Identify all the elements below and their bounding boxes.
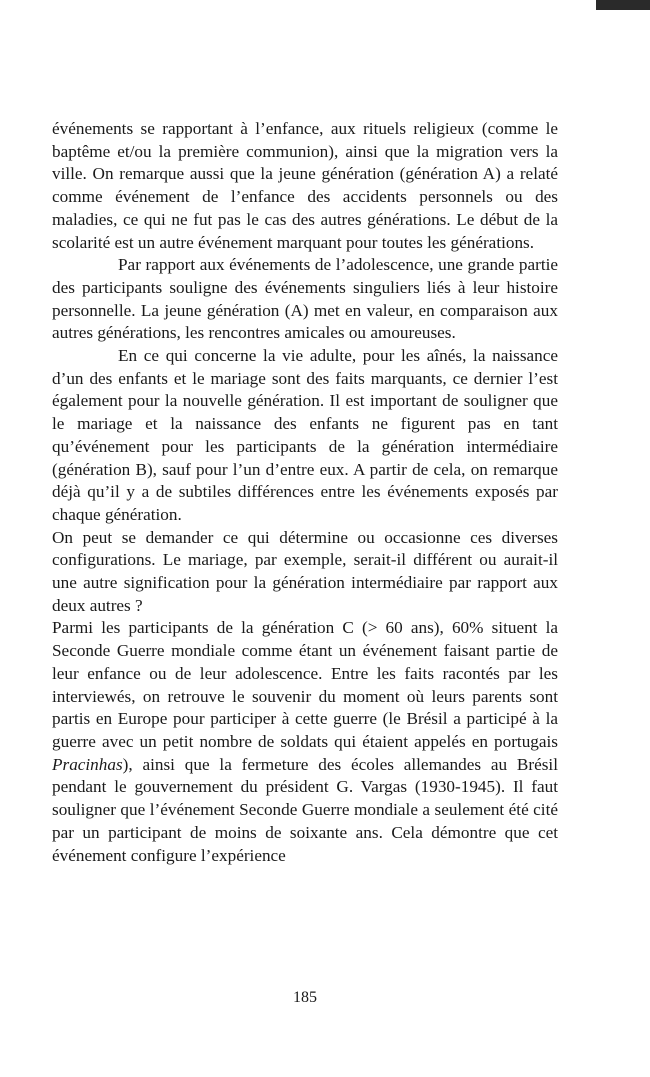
paragraph-adolescence-events	[52, 254, 558, 345]
paragraph-text: En ce qui concerne la vie adulte, pour les aînés, la naissance d’un des enfants et le mariage sont des faits marquants, ce dernier l’est également pour la nouvelle génération. Il est important de souligner que le mariage et la naissance des enfants ne figurent pas en tant qu’événement pour les participants de la génération intermédiaire (génération B), sauf pour l’un d’entre eux. A partir de cela, on remarque déjà qu’il y a de subtiles différences entre les événements exposés par chaque génération.	[52, 346, 558, 524]
italic-term: Pracinhas	[52, 754, 123, 774]
paragraph-configurations-question	[52, 527, 558, 618]
body-text	[52, 118, 558, 867]
paragraph-text: Parmi les participants de la génération C (> 60 ans), 60% situent la Seconde Guerre mondiale comme étant un événement faisant partie de leur enfance ou de leur adolescence. Entre les faits racontés par les interviewés, on retrouve le souvenir du moment où leurs parents sont partis en Europe pour participer à cette guerre (le Brésil a participé à la guerre avec un petit nombre de soldats qui étaient appelés en portugais	[52, 618, 558, 751]
paragraph-text: On peut se demander ce qui détermine ou occasionne ces diverses configurations. Le mariage, par exemple, serait-il différent ou aurait-il une autre signification pour la génération intermédiaire par rapport aux deux autres ?	[52, 527, 558, 615]
paragraph-text: événements se rapportant à l’enfance, aux rituels religieux (comme le baptême et/ou la première communion), ainsi que la migration vers la ville. On remarque aussi que la jeune génération (génération A) a relaté comme événement de l’enfance des accidents personnels ou des maladies, ce qui ne fut pas le cas des autres générations. Le début de la scolarité est un autre événement marquant pour toutes les générations.	[52, 119, 558, 252]
paragraph-childhood-events	[52, 118, 558, 254]
paragraph-text: Par rapport aux événements de l’adolescence, une grande partie des participants souligne des événements singuliers liés à leur histoire personnelle. La jeune génération (A) met en valeur, en comparaison aux autres générations, les rencontres amicales ou amoureuses.	[52, 255, 558, 343]
paragraph-second-world-war	[52, 617, 558, 867]
page-number: 185	[293, 989, 317, 1006]
page-edge-mark	[596, 0, 650, 10]
paragraph-text: ), ainsi que la fermeture des écoles allemandes au Brésil pendant le gouvernement du président G. Vargas (1930-1945). Il faut souligner que l’événement Seconde Guerre mondiale a seulement été cité par un participant de moins de soixante ans. Cela démontre que cet événement configure l’expérience	[52, 754, 558, 865]
paragraph-adult-life	[52, 345, 558, 527]
